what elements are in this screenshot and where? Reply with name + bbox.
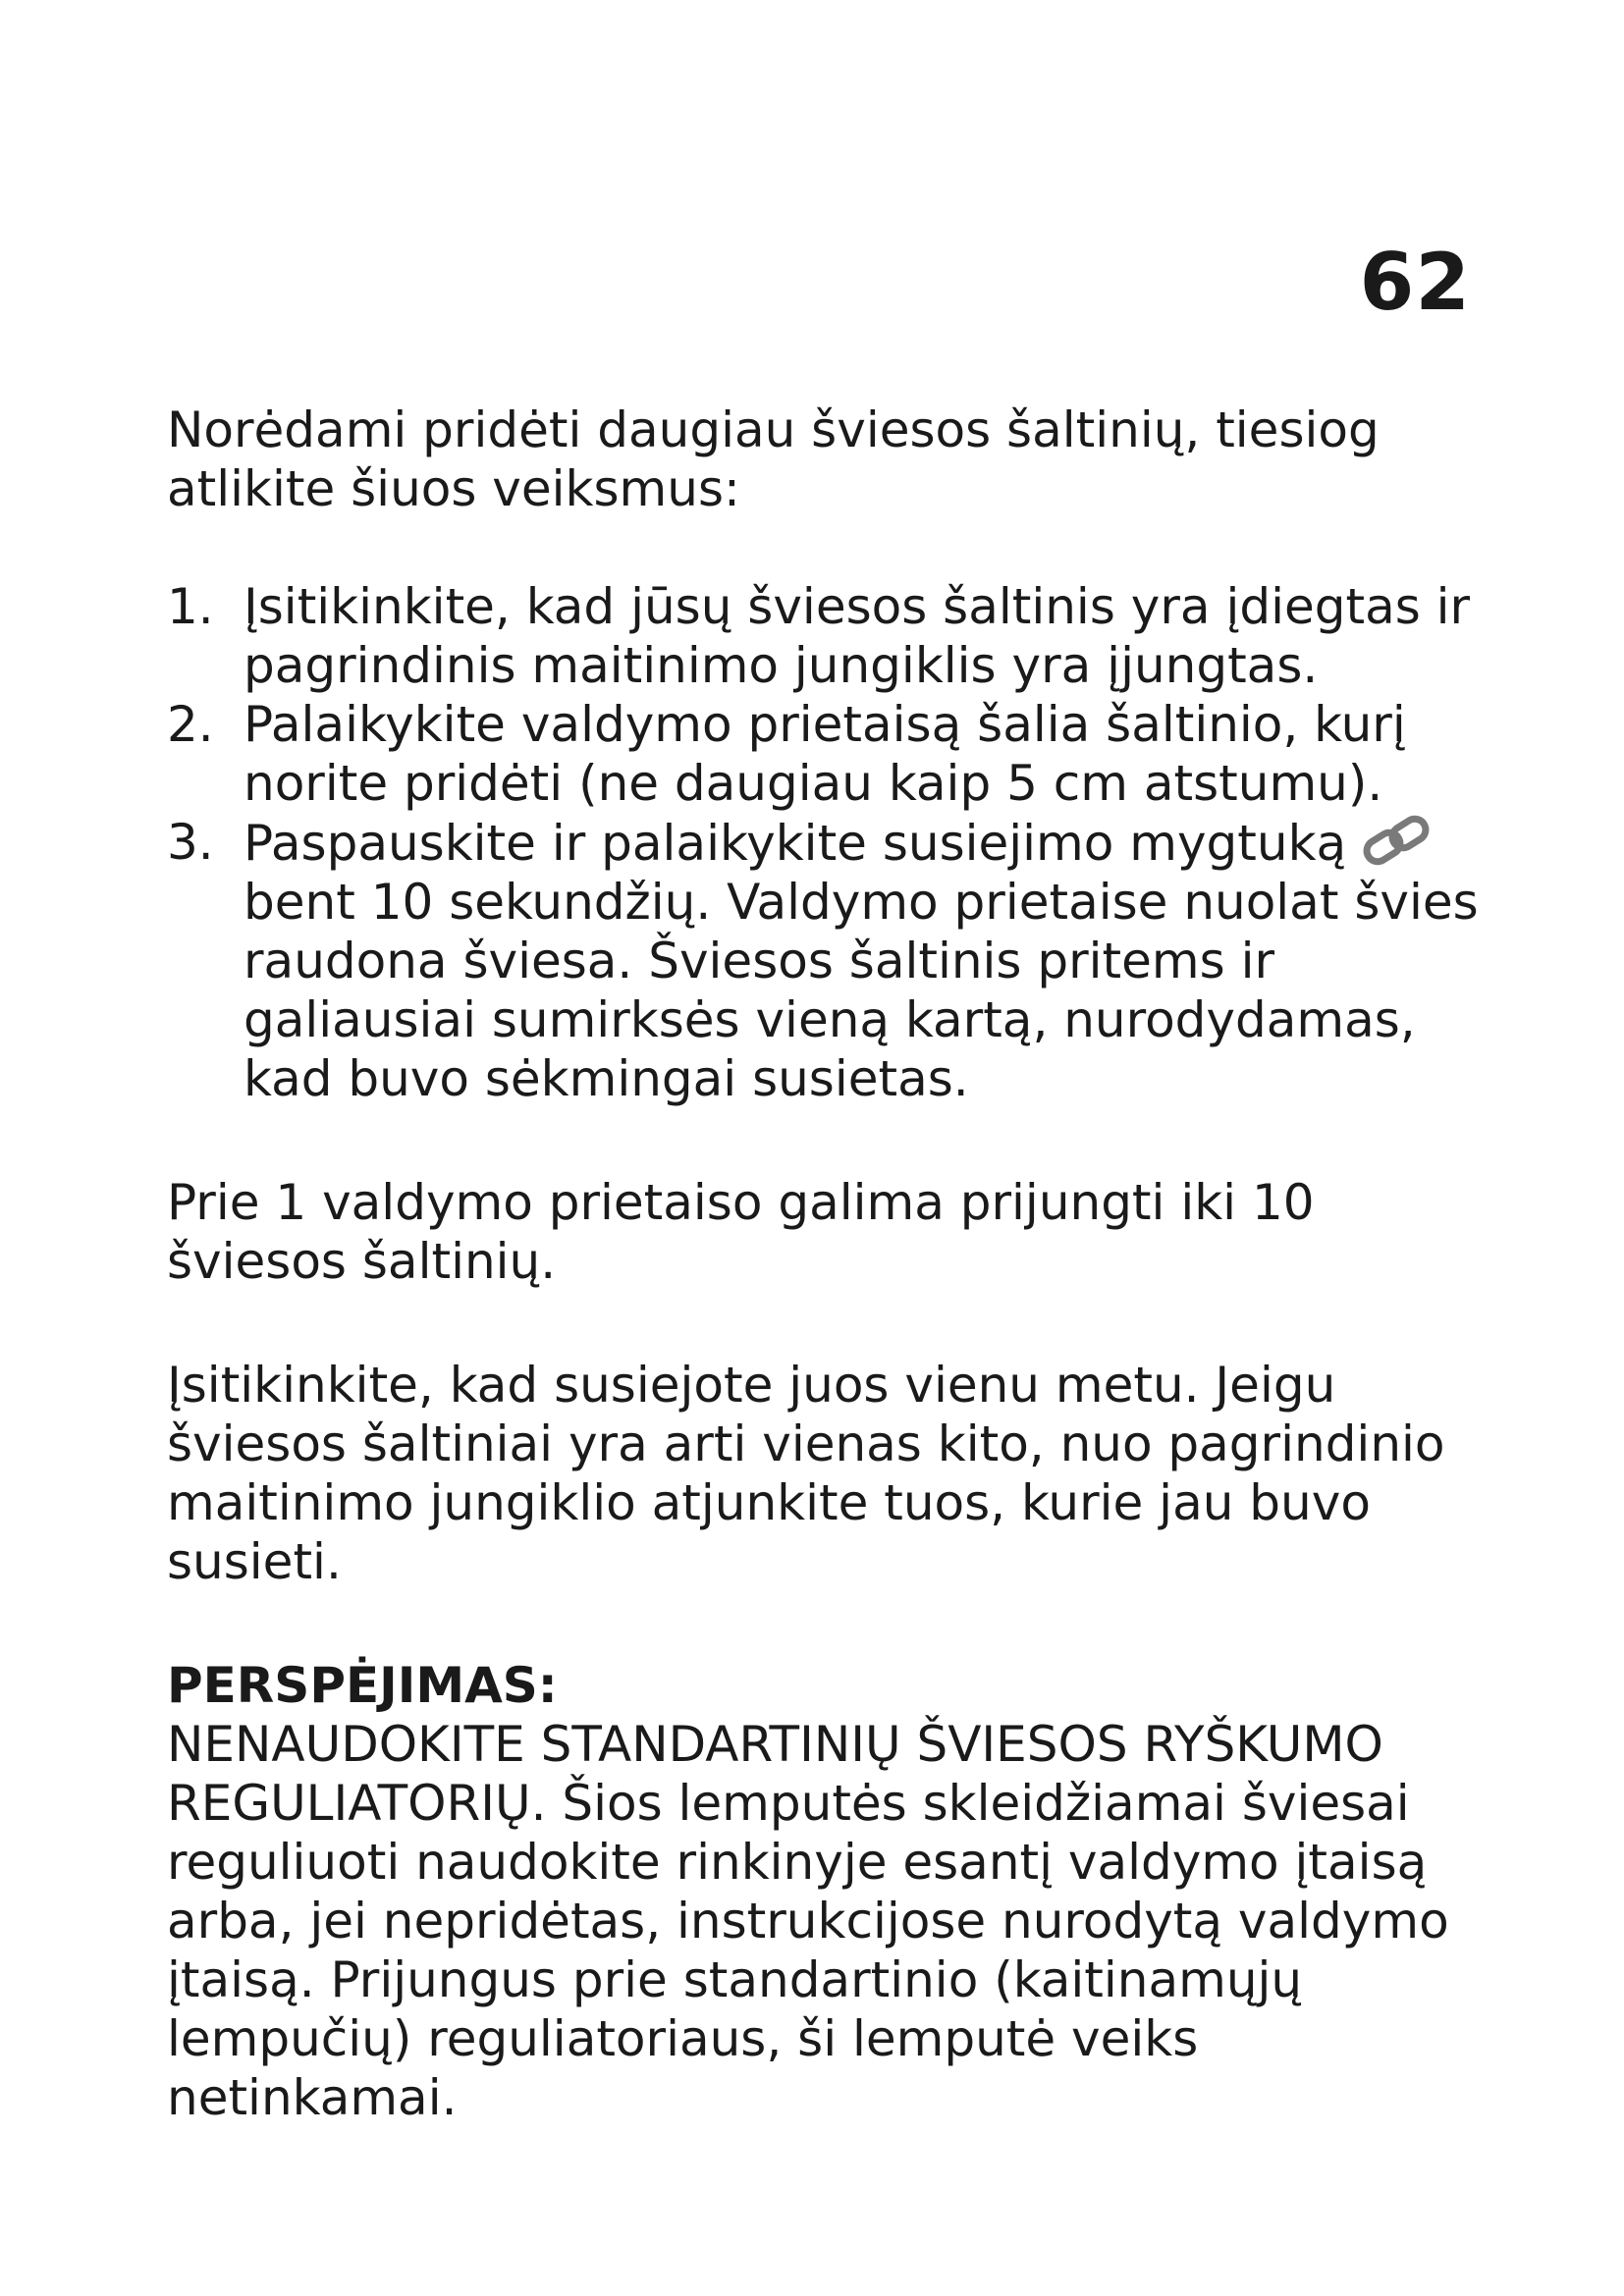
pairing-note: Įsitikinkite, kad susiejote juos vienu metu. Jeigu šviesos šaltiniai yra arti vienas kito, nuo pagrindinio maitinimo jungiklio atjunkite tuos, kurie jau buvo susieti. [167, 1357, 1445, 1590]
steps-list [167, 577, 1483, 1108]
step-item-1 [167, 577, 1483, 695]
page-number: 62 [1359, 237, 1471, 328]
step-text-2: Palaikykite valdymo prietaisą šalia šaltinio, kurį norite pridėti (ne daugiau kaip 5 cm atstumu). [244, 696, 1406, 812]
step-text-1: Įsitikinkite, kad jūsų šviesos šaltinis yra įdiegtas ir pagrindinis maitinimo jungiklis yra įjungtas. [244, 578, 1471, 694]
intro-paragraph: Norėdami pridėti daugiau šviesos šaltinių, tiesiog atlikite šiuos veiksmus: [167, 401, 1380, 517]
step-item-2 [167, 695, 1483, 813]
step-item-3 [167, 813, 1483, 1108]
step-text-3-after-icon: bent 10 sekundžių. Valdymo prietaise nuolat švies raudona šviesa. Šviesos šaltinis pritems ir galiausiai sumirksės vieną kartą, nurodydamas, kad buvo sėkmingai susietas. [244, 874, 1479, 1107]
step-text-3-before-icon: Paspauskite ir palaikykite susiejimo mygtuką [244, 815, 1347, 872]
step-number-1: 1. [167, 578, 214, 635]
warning-title: PERSPĖJIMAS: [167, 1657, 558, 1714]
limit-note: Prie 1 valdymo prietaiso galima prijungti iki 10 šviesos šaltinių. [167, 1174, 1315, 1290]
warning-text: NENAUDOKITE STANDARTINIŲ ŠVIESOS RYŠKUMO REGULIATORIŲ. Šios lemputės skleidžiamai šviesai reguliuoti naudokite rinkinyje esantį valdymo įtaisą arba, jei nepridėtas, instrukcijose nurodytą valdymo įtaisą. Prijungus prie standartinio (kaitinamųjų lempučių) reguliatoriaus, ši lemputė veiks netinkamai. [167, 1716, 1449, 2126]
link-icon [1360, 813, 1433, 870]
step-number-3: 3. [167, 814, 214, 871]
step-number-2: 2. [167, 696, 214, 753]
page-content [167, 400, 1483, 2127]
